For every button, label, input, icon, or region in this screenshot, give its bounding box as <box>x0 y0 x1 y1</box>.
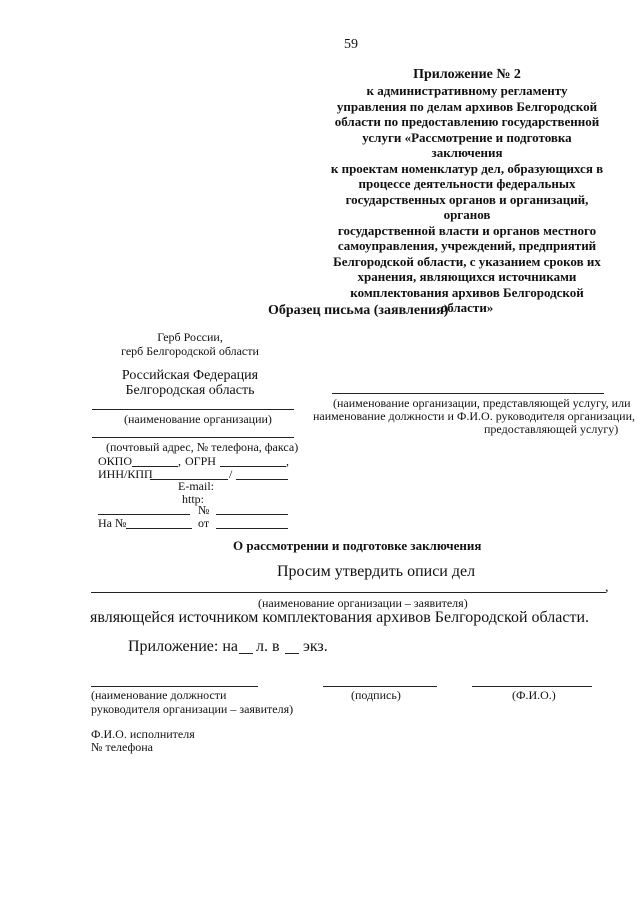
appendix-line: области по предоставлению государственной <box>334 114 600 129</box>
fio-line <box>472 686 592 687</box>
outgoing-date-line <box>98 514 190 515</box>
appendix-line: услуги «Рассмотрение и подготовка заключения <box>362 129 572 160</box>
appendix-line: хранения, являющихся источниками <box>357 269 577 284</box>
appendix-line: управления по делам архивов Белгородской <box>336 98 598 114</box>
okpo-comma: , <box>178 454 181 468</box>
appendix-line: процессе деятельности федеральных <box>358 176 576 191</box>
signature-caption: (подпись) <box>351 688 401 702</box>
org-name-line <box>92 409 294 410</box>
kpp-line <box>236 479 288 480</box>
letter-subject: О рассмотрении и подготовке заключения <box>233 538 482 553</box>
position-line <box>91 686 258 687</box>
page-number: 59 <box>344 37 358 52</box>
executor-fio-label: Ф.И.О. исполнителя <box>91 727 195 741</box>
http-label: http: <box>182 492 205 506</box>
reference-date-line <box>216 528 288 529</box>
sample-title: Образец письма (заявления) <box>268 303 449 318</box>
ogrn-label: ОГРН <box>185 454 216 468</box>
attachment-pages-line <box>239 653 253 654</box>
recipient-caption-3: предоставляющей услугу) <box>484 422 619 436</box>
appendix-line: к административному регламенту <box>366 83 568 98</box>
appendix-line: государственных органов и организаций, органов <box>345 191 589 222</box>
position-caption-1: (наименование должности <box>91 688 227 702</box>
reference-number-label: На № <box>98 516 127 530</box>
recipient-caption-2: наименование должности и Ф.И.О. руководителя организации, <box>313 409 636 423</box>
inn-slash: / <box>229 467 233 481</box>
okpo-label: ОКПО <box>98 454 133 468</box>
address-caption: (почтовый адрес, № телефона, факса) <box>106 440 299 454</box>
source-text: являющейся источником комплектования архивов Белгородской области. <box>90 609 590 626</box>
applicant-line <box>91 592 606 593</box>
appendix-line: комплектования архивов Белгородской области» <box>350 284 584 315</box>
attachment-copies-line <box>285 653 299 654</box>
fio-caption: (Ф.И.О.) <box>512 688 556 702</box>
appendix-line: Белгородской области, с указанием сроков их <box>333 253 601 269</box>
org-name-caption: (наименование организации) <box>124 412 272 426</box>
reference-date-label: от <box>198 516 210 530</box>
applicant-comma: , <box>605 580 609 595</box>
reference-number-line <box>126 528 192 529</box>
outgoing-number-label: № <box>198 503 210 517</box>
applicant-caption: (наименование организации – заявителя) <box>258 596 468 610</box>
address-line <box>92 437 294 438</box>
recipient-line <box>332 393 604 394</box>
appendix-header <box>326 66 608 316</box>
ogrn-comma: , <box>286 454 289 468</box>
appendix-line: самоуправления, учреждений, предприятий <box>337 238 597 253</box>
outgoing-number-line <box>216 514 288 515</box>
attachment-middle: л. в <box>256 638 280 655</box>
emblem-line-1: Герб России, <box>157 330 223 344</box>
request-text: Просим утвердить описи дел <box>277 563 476 580</box>
email-label: E-mail: <box>178 479 214 493</box>
signature-line <box>323 686 437 687</box>
inn-label: ИНН/КПП <box>98 467 153 481</box>
executor-phone-label: № телефона <box>91 740 154 754</box>
appendix-line: государственной власти и органов местного <box>337 222 597 238</box>
recipient-caption-1: (наименование организации, представляющей услугу, или <box>333 396 631 410</box>
attachment-suffix: экз. <box>303 638 328 655</box>
position-caption-2: руководителя организации – заявителя) <box>91 702 294 716</box>
sender-country: Российская Федерация <box>121 368 259 383</box>
emblem-line-2: герб Белгородской области <box>121 344 259 358</box>
sender-region: Белгородская область <box>125 383 255 398</box>
appendix-title: Приложение № 2 <box>413 67 521 82</box>
appendix-line: к проектам номенклатур дел, образующихся в <box>330 160 604 176</box>
attachment-prefix: Приложение: на <box>128 638 238 655</box>
